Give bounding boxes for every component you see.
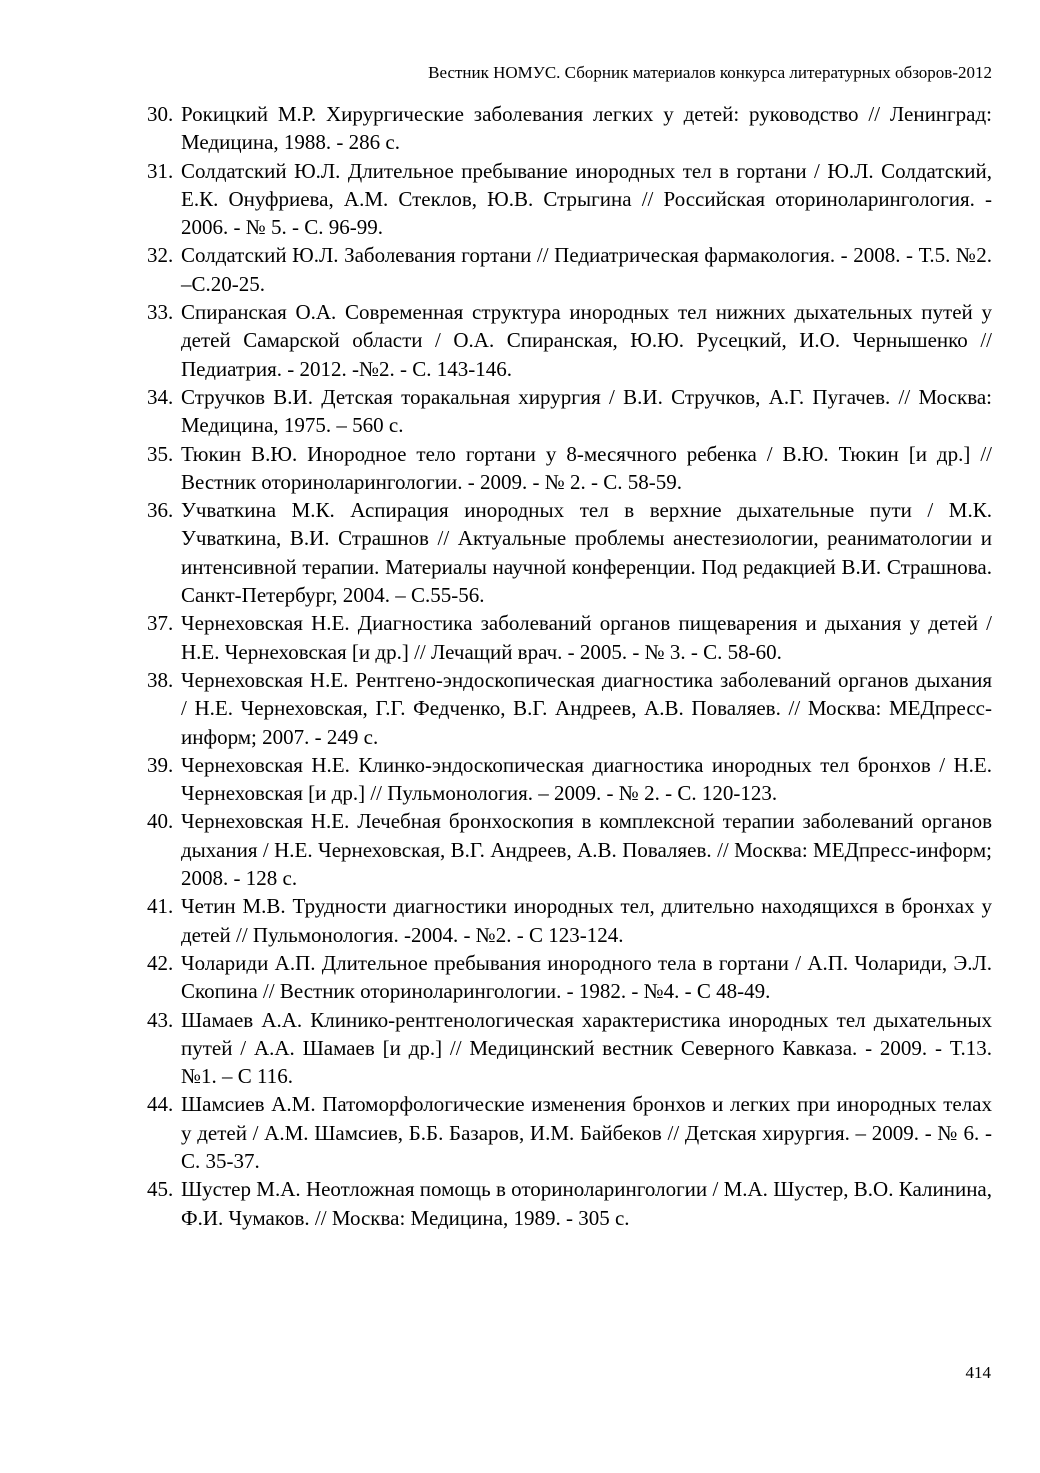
reference-number: 31. (147, 158, 174, 183)
reference-item (147, 241, 992, 298)
reference-number: 45. (147, 1177, 174, 1202)
reference-item (147, 157, 992, 242)
reference-item (147, 1175, 992, 1232)
reference-item (147, 496, 992, 609)
reference-number: 36. (147, 498, 174, 523)
reference-item (147, 1006, 992, 1091)
reference-number: 41. (147, 894, 174, 919)
reference-number: 32. (147, 243, 174, 268)
reference-number: 30. (147, 102, 174, 126)
reference-number: 43. (147, 1007, 174, 1032)
reference-text: Стручков В.И. Детская торакальная хирургия / В.И. Стручков, А.Г. Пугачев. // Москва: Медицина, 1975. – 560 с. (181, 384, 992, 438)
reference-number: 35. (147, 441, 174, 466)
reference-number: 38. (147, 667, 174, 692)
reference-item (147, 949, 992, 1006)
reference-text: Чернеховская Н.Е. Диагностика заболеваний органов пищеварения и дыхания у детей / Н.Е. Чернеховская [и др.] // Лечащий врач. - 2005. - № 3. - С. 58-60. (181, 611, 992, 664)
reference-text: Солдатский Ю.Л. Длительное пребывание инородных тел в гортани / Ю.Л. Солдатский, Е.К. Онуфриева, А.М. Стеклов, Ю.В. Стрыгина // Российская оториноларингология. - 2006. - № 5. - С. 96-99. (181, 158, 992, 240)
reference-text: Чернеховская Н.Е. Рентгено-эндоскопическая диагностика заболеваний органов дыхания / Н.Е. Чернеховская, Г.Г. Федченко, В.Г. Андреев, А.В. Поваляев. // Москва: МЕДпресс-информ; 2007. - 249 с. (181, 667, 992, 749)
reference-number: 40. (147, 809, 174, 834)
reference-item (147, 298, 992, 383)
page-number: 414 (965, 1363, 991, 1382)
reference-item (147, 609, 992, 666)
reference-text: Шустер М.А. Неотложная помощь в оториноларингологии / М.А. Шустер, В.О. Калинина, Ф.И. Чумаков. // Москва: Медицина, 1989. - 305 с. (181, 1177, 992, 1230)
reference-number: 44. (147, 1092, 174, 1117)
reference-text: Шамаев А.А. Клинико-рентгенологическая характеристика инородных тел дыхательных путей / А.А. Шамаев [и др.] // Медицинский вестник Северного Кавказа. - 2009. - Т.13. №1. – С 116. (181, 1007, 992, 1089)
reference-number: 34. (147, 384, 174, 409)
reference-item (147, 383, 992, 440)
reference-item (147, 666, 992, 751)
reference-text: Чолариди А.П. Длительное пребывания инородного тела в гортани / А.П. Чолариди, Э.Л. Скопина // Вестник оториноларингологии. - 1982. - №4. - С 48-49. (181, 950, 992, 1004)
reference-number: 42. (147, 950, 174, 975)
reference-text: Чернеховская Н.Е. Лечебная бронхоскопия в комплексной терапии заболеваний органов дыхания / Н.Е. Чернеховская, В.Г. Андреев, А.В. Поваляев. // Москва: МЕДпресс-информ; 2008. - 128 с. (181, 809, 992, 891)
reference-text: Тюкин В.Ю. Инородное тело гортани у 8-месячного ребенка / В.Ю. Тюкин [и др.] // Вестник оториноларингологии. - 2009. - № 2. - С. 58-59. (181, 441, 992, 494)
reference-item (147, 751, 992, 808)
reference-text: Солдатский Ю.Л. Заболевания гортани // Педиатрическая фармакология. - 2008. - Т.5. №2. –С.20-25. (181, 243, 992, 296)
reference-number: 33. (147, 300, 174, 325)
reference-text: Четин М.В. Трудности диагностики инородных тел, длительно находящихся в бронхах у детей // Пульмонология. -2004. - №2. - С 123-124. (181, 894, 992, 947)
reference-item (147, 100, 992, 157)
reference-item (147, 892, 992, 949)
reference-text: Шамсиев А.М. Патоморфологические изменения бронхов и легких при инородных телах у детей / А.М. Шамсиев, Б.Б. Базаров, И.М. Байбеков // Детская хирургия. – 2009. - № 6. - С. 35-37. (181, 1092, 992, 1173)
reference-text: Чернеховская Н.Е. Клинко-эндоскопическая диагностика инородных тел бронхов / Н.Е. Чернеховская [и др.] // Пульмонология. – 2009. - № 2. - С. 120-123. (181, 752, 992, 806)
reference-item (147, 440, 992, 497)
reference-number: 37. (147, 611, 174, 636)
running-header: Вестник НОМУС. Сборник материалов конкурса литературных обзоров-2012 (428, 63, 992, 82)
reference-item (147, 1090, 992, 1175)
reference-list (147, 100, 992, 1232)
reference-text: Учваткина М.К. Аспирация инородных тел в верхние дыхательные пути / М.К. Учваткина, В.И. Страшнов // Актуальные проблемы анестезиологии, реаниматологии и интенсивной терапии. Материалы научной конференции. Под редакцией В.И. Страшнова. Санкт-Петербург, 2004. – С.55-56. (181, 498, 992, 608)
reference-text: Рокицкий М.Р. Хирургические заболевания легких у детей: руководство // Ленинград: Медицина, 1988. - 286 с. (181, 102, 992, 155)
reference-item (147, 807, 992, 892)
reference-number: 39. (147, 752, 174, 777)
reference-text: Спиранская О.А. Современная структура инородных тел нижних дыхательных путей у детей Самарской области / О.А. Спиранская, Ю.Ю. Русецкий, И.О. Чернышенко // Педиатрия. - 2012. -№2. - С. 143-146. (181, 300, 992, 381)
